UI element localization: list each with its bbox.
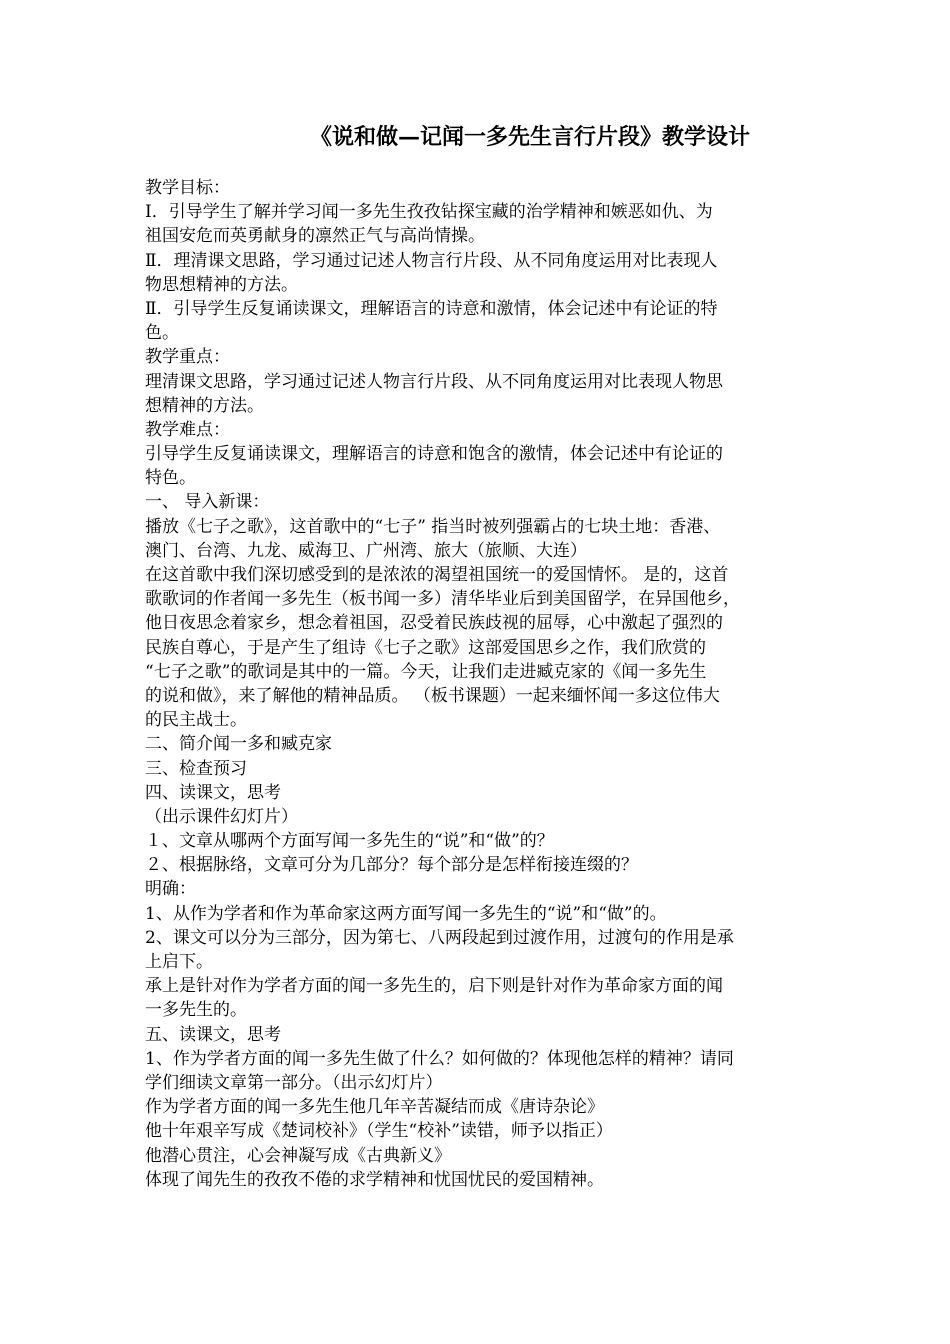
text-line: 特色。	[145, 468, 196, 489]
text-line: 体现了闻先生的孜孜不倦的求学精神和忧国忧民的爱国精神。	[145, 1169, 604, 1190]
text-line: Ⅰ．引导学生了解并学习闻一多先生孜孜钻探宝藏的治学精神和嫉恶如仇、为	[145, 202, 713, 223]
text-line: 在这首歌中我们深切感受到的是浓浓的渴望祖国统一的爱国情怀。 是的，这首	[145, 565, 729, 585]
text-line: 1、作为学者方面的闻一多先生做了什么？如何做的？体现他怎样的精神？请同	[145, 1048, 734, 1069]
document-title: 《说和做—记闻一多先生言行片段》教学设计	[309, 124, 750, 150]
text-line: 教学难点：	[145, 419, 230, 440]
text-line: 三、检查预习	[145, 758, 247, 779]
text-line: “七子之歌”的歌词是其中的一篇。今天，让我们走进臧克家的《闻一多先生	[145, 661, 707, 682]
text-line: 祖国安危而英勇献身的凛然正气与高尚情操。	[145, 226, 485, 247]
text-line: 的民主战士。	[145, 710, 247, 731]
text-line: 澳门、台湾、九龙、威海卫、广州湾、旅大（旅顺、大连）	[145, 540, 587, 561]
text-line: 2、课文可以分为三部分，因为第七、八两段起到过渡作用，过渡句的作用是承	[145, 927, 734, 948]
text-line: 他十年艰辛写成《楚词校补》（学生“校补”读错，师予以指正）	[145, 1121, 613, 1142]
text-line: 歌歌词的作者闻一多先生（板书闻一多）清华毕业后到美国留学，在异国他乡，	[145, 589, 740, 610]
text-line: 承上是针对作为学者方面的闻一多先生的，启下则是针对作为革命家方面的闻	[145, 976, 723, 997]
text-line: 二、简介闻一多和臧克家	[145, 734, 332, 755]
text-line: 民族自尊心，于是产生了组诗《七子之歌》这部爱国思乡之作，我们欣赏的	[145, 637, 706, 658]
text-line: 四、读课文，思考	[145, 782, 281, 803]
text-line: 五、读课文，思考	[145, 1024, 281, 1045]
text-line: 他潜心贯注，心会神凝写成《古典新义》	[145, 1145, 451, 1166]
text-line: 教学重点：	[145, 347, 230, 368]
text-line: 引导学生反复诵读课文，理解语言的诗意和饱含的激情，体会记述中有论证的	[145, 444, 723, 465]
text-line: 想精神的方法。	[145, 395, 264, 416]
text-line: １、文章从哪两个方面写闻一多先生的“说”和“做”的？	[145, 831, 554, 852]
text-line: 理清课文思路，学习通过记述人物言行片段、从不同角度运用对比表现人物思	[145, 371, 723, 392]
text-line: 明确：	[145, 879, 196, 900]
text-line: 作为学者方面的闻一多先生他几年辛苦凝结而成《唐诗杂论》	[145, 1097, 604, 1118]
text-line: 物思想精神的方法。	[145, 274, 298, 295]
text-line: Ⅱ．理清课文思路，学习通过记述人物言行片段、从不同角度运用对比表现人	[145, 250, 718, 271]
text-line: ２、根据脉络，文章可分为几部分？每个部分是怎样衔接连缀的？	[145, 855, 638, 876]
text-line: 一多先生的。	[145, 1000, 247, 1021]
text-line: 1、从作为学者和作为革命家这两方面写闻一多先生的“说”和“做”的。	[145, 903, 667, 924]
text-line: 他日夜思念着家乡，想念着祖国，忍受着民族歧视的屈辱，心中激起了强烈的	[145, 613, 723, 634]
text-line: Ⅱ．引导学生反复诵读课文，理解语言的诗意和激情，体会记述中有论证的特	[145, 298, 718, 319]
text-line: 教学目标：	[145, 178, 230, 198]
text-line: 一、 导入新课：	[145, 492, 270, 513]
text-line: 播放《七子之歌》，这首歌中的“七子” 指当时被列强霸占的七块土地：香港、	[145, 516, 721, 537]
text-line: 的说和做》，来了解他的精神品质。 （板书课题）一起来缅怀闻一多这位伟大	[145, 685, 720, 706]
text-line: （出示课件幻灯片）	[145, 806, 298, 827]
text-line: 上启下。	[145, 952, 213, 972]
text-line: 学们细读文章第一部分。（出示幻灯片）	[145, 1072, 443, 1093]
text-line: 色。	[145, 323, 179, 344]
document-body	[145, 176, 825, 1192]
